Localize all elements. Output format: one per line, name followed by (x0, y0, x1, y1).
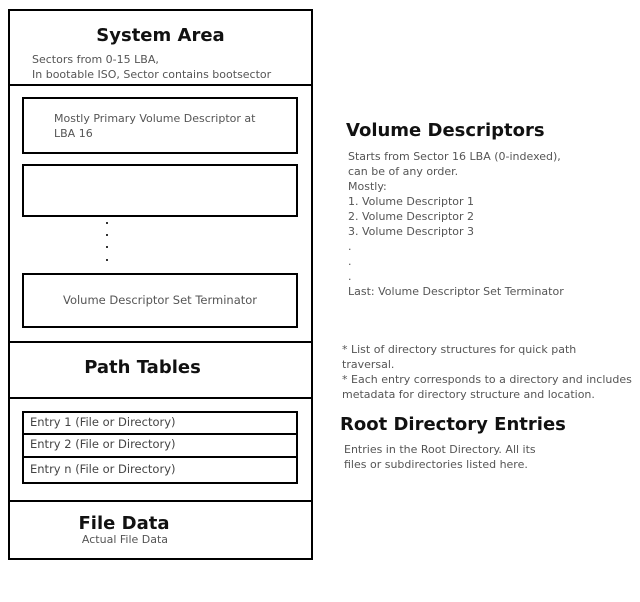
note-line: 3. Volume Descriptor 3 (348, 225, 475, 238)
note-line: . (348, 255, 352, 268)
note-line: can be of any order. (348, 165, 459, 178)
note-line: * List of directory structures for quick path (342, 343, 577, 356)
primary-volume-descriptor-label: Mostly Primary Volume Descriptor at LBA 16 (54, 112, 256, 140)
system-area-line-1: Sectors from 0-15 LBA, (32, 53, 159, 66)
note-line: traversal. (342, 358, 395, 371)
file-data-subtitle: Actual File Data (81, 533, 169, 546)
path-tables-notes (342, 342, 632, 402)
file-data-title: File Data (78, 513, 170, 534)
ellipsis-dot (106, 246, 108, 248)
note-line: metadata for directory structure and location. (342, 388, 595, 401)
system-area-section (10, 11, 311, 85)
divider (8, 84, 313, 86)
note-line: Last: Volume Descriptor Set Terminator (348, 285, 564, 298)
note-line: Mostly: (348, 180, 387, 193)
volume-descriptor-terminator-box (22, 273, 298, 328)
note-line: Entries in the Root Directory. All its (344, 443, 536, 456)
note-line: . (348, 270, 352, 283)
root-directory-notes (344, 442, 536, 472)
system-area-title: System Area (96, 25, 225, 46)
system-area-line-2: In bootable ISO, Sector contains bootsector (32, 68, 272, 81)
volume-descriptors-notes (348, 149, 564, 299)
ellipsis-dot (106, 259, 108, 261)
note-line: 2. Volume Descriptor 2 (348, 210, 475, 223)
primary-volume-descriptor-box (22, 97, 298, 154)
divider (8, 341, 313, 343)
divider (8, 397, 313, 399)
note-line: . (348, 240, 352, 253)
ellipsis-dot (106, 234, 108, 236)
note-line: * Each entry corresponds to a directory and includes (342, 373, 632, 386)
root-directory-title: Root Directory Entries (340, 414, 566, 435)
divider (8, 500, 313, 502)
root-entry-1: Entry 1 (File or Directory) (22, 411, 298, 435)
note-line: Starts from Sector 16 LBA (0-indexed), (348, 150, 561, 163)
note-line: 1. Volume Descriptor 1 (348, 195, 475, 208)
note-line: files or subdirectories listed here. (344, 458, 528, 471)
terminator-label: Volume Descriptor Set Terminator (62, 293, 258, 307)
volume-descriptor-box-empty (22, 164, 298, 217)
root-entry-2: Entry 2 (File or Directory) (22, 433, 298, 458)
root-entry-n: Entry n (File or Directory) (22, 456, 298, 484)
volume-descriptors-title: Volume Descriptors (346, 120, 545, 141)
path-tables-title: Path Tables (84, 357, 201, 378)
ellipsis-dot (106, 222, 108, 224)
